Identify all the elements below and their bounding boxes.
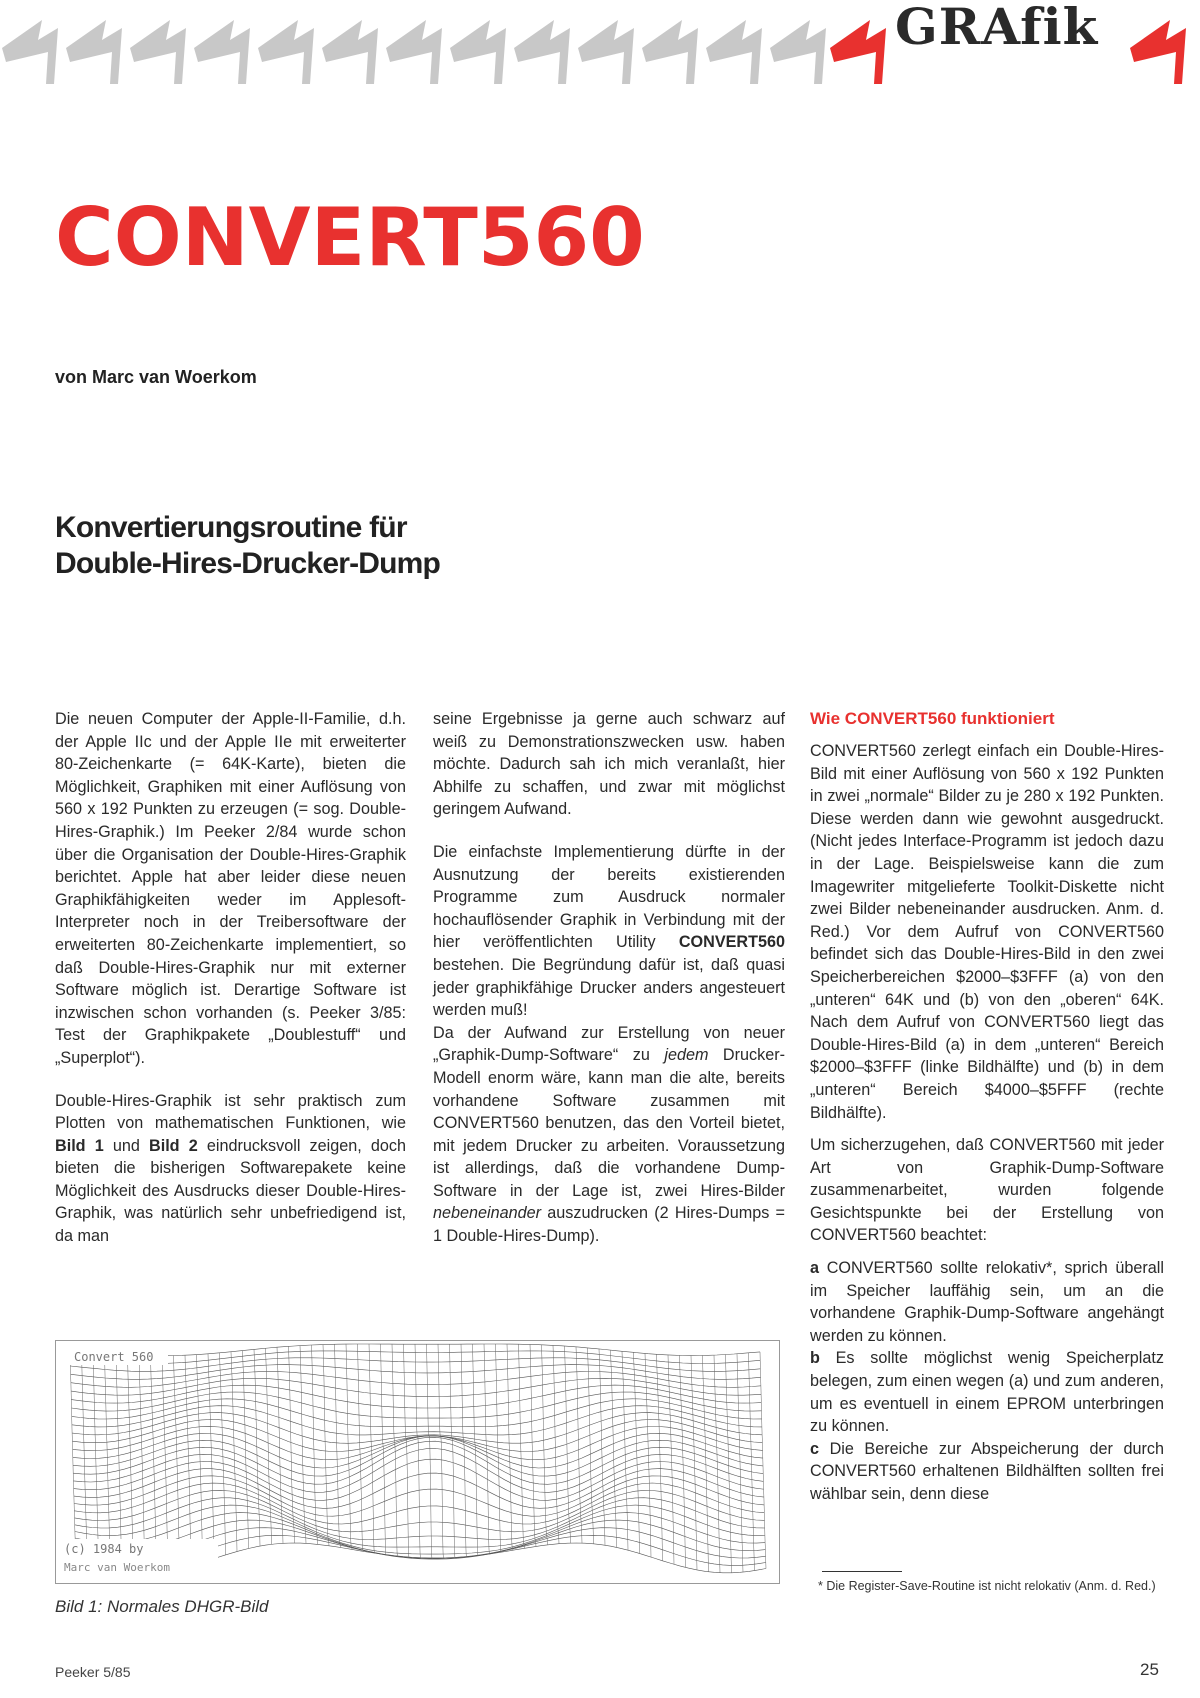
- banner-arrow-icon: [770, 20, 826, 84]
- banner-arrow-icon: [578, 20, 634, 84]
- paragraph: seine Ergebnisse ja gerne auch schwarz auf weiß zu Demonstrationszwecken usw. haben möchte. Dadurch sah ich mich veranlaßt, hier Abhilfe zu schaffen, und zwar mit möglichst geringem Aufwand.: [433, 710, 785, 819]
- banner-arrow-icon: [514, 20, 570, 84]
- banner-arrow-icon: [258, 20, 314, 84]
- text-column-3: [810, 708, 1164, 1506]
- figure-label-author: Marc van Woerkom: [64, 1561, 170, 1574]
- paragraph: Double-Hires-Graphik ist sehr praktisch zum Plotten von mathematischen Funktionen, wie Bild 1 und Bild 2 eindrucksvoll zeigen, doch bieten die bisherigen Softwarepakete keine Möglichkeit des Ausdrucks dieser Double-Hires-Graphik, was natürlich sehr unbefriedigend ist, da man: [55, 1091, 406, 1246]
- banner-arrow-icon: [1130, 20, 1186, 84]
- banner-arrow-icon: [2, 20, 58, 84]
- footnote: * Die Register-Save-Routine ist nicht relokativ (Anm. d. Red.): [818, 1579, 1156, 1593]
- list-item: a CONVERT560 sollte relokativ*, sprich überall im Speicher lauffähig sein, um an die vorhandene Graphik-Dump-Software angehängt werden zu können.: [810, 1259, 1164, 1345]
- article-subtitle: [55, 510, 440, 582]
- text-column-1: [55, 708, 406, 1268]
- banner-arrow-icon: [450, 20, 506, 84]
- paragraph: Um sicherzugehen, daß CONVERT560 mit jeder Art von Graphik-Dump-Software zusammenarbeitet, wurden folgende Gesichtspunkte bei der Erstellung von CONVERT560 beachtet:: [810, 1136, 1164, 1245]
- list-item: b Es sollte möglichst wenig Speicherplatz belegen, zum einen wegen (a) und zum anderen, um es eventuell in einem EPROM unterbringen zu können.: [810, 1349, 1164, 1436]
- wireframe-mesh: [70, 1344, 766, 1573]
- banner-arrow-icon: [642, 20, 698, 84]
- subtitle-line-2: Double-Hires-Drucker-Dump: [55, 547, 441, 580]
- section-logo: GRAfik: [895, 0, 1099, 56]
- text-column-2: [433, 708, 785, 1268]
- section-heading: Wie CONVERT560 funktioniert: [810, 709, 1055, 728]
- figure-label-copyright: (c) 1984 by: [64, 1542, 144, 1556]
- paragraph: Die neuen Computer der Apple-II-Familie, d.h. der Apple IIc und der Apple IIe mit erweiterter 80-Zeichenkarte (= 64K-Karte), bieten die Möglichkeit, Graphiken mit einer Auflösung von 560 x 192 Punkten zu erzeugen (= sog. Double-Hires-Graphik.) Im Peeker 2/84 wurde schon über die Organisation der Double-Hires-Graphik berichtet. Apple hat aber leider diese neuen Graphikfähigkeiten weder im Applesoft-Interpreter noch in der Treibersoftware der erweiterten 80-Zeichenkarte implementiert, so daß Double-Hires-Graphik nur mit externer Software möglich ist. Derartige Software ist inzwischen schon vorhanden (s. Peeker 3/85: Test der Graphikpakete „Doublestuff“ und „Superplot“).: [55, 710, 406, 1067]
- issue-label: Peeker 5/85: [55, 1664, 131, 1680]
- figure-caption: Bild 1: Normales DHGR-Bild: [55, 1597, 269, 1616]
- subtitle-line-1: Konvertierungsroutine für: [55, 511, 407, 544]
- paragraph: CONVERT560 zerlegt einfach ein Double-Hires-Bild mit einer Auflösung von 560 x 192 Punkten in zwei „normale“ Bilder zu je 280 x 192 Punkten. Diese werden dann wie gewohnt ausgedruckt. (Nicht jedes Interface-Programm ist jedoch dazu in der Lage. Beispielsweise kann die zum Imagewriter mitgelieferte Toolkit-Diskette nicht zwei Bilder nebeneinander ausdrucken. Anm. d. Red.) Vor dem Aufruf von CONVERT560 befindet sich das Double-Hires-Bild in den zwei Speicherbereichen $2000–$3FFF (a) von den „unteren“ 64K und (b) von den „oberen“ 64K. Nach dem Aufruf von CONVERT560 liegt das Double-Hires-Bild (a) in dem „unteren“ Bereich $2000–$3FFF (linke Bildhälfte) und (b) in dem „unteren“ Bereich $4000–$5FFF (rechte Bildhälfte).: [810, 742, 1164, 1122]
- banner-arrow-icon: [322, 20, 378, 84]
- page-number: 25: [1140, 1660, 1159, 1679]
- figure-dhgr-image: [55, 1340, 780, 1584]
- paragraph: Die einfachste Implementierung dürfte in der Ausnutzung der bereits existierenden Programme zum Ausdruck normaler hochauflösender Graphik in Verbindung mit der hier veröffentlichten Utility CONVERT560 bestehen. Die Begründung dafür ist, daß quasi jeder graphikfähige Drucker anders angesteuert werden muß!: [433, 842, 785, 1020]
- wireframe-plot: [56, 1341, 779, 1583]
- figure-label-top: Convert 560: [74, 1350, 154, 1364]
- footnote-rule: [822, 1571, 902, 1572]
- banner-arrow-icon: [706, 20, 762, 84]
- banner-arrow-icon: [66, 20, 122, 84]
- article-title: CONVERT560: [55, 191, 645, 284]
- banner-arrow-icon: [386, 20, 442, 84]
- banner-arrow-icon: [194, 20, 250, 84]
- list-item: c Die Bereiche zur Abspeicherung der durch CONVERT560 erhaltenen Bildhälften sollten frei wählbar sein, denn diese: [810, 1439, 1164, 1503]
- banner-arrow-icon: [830, 20, 886, 84]
- paragraph: Da der Aufwand zur Erstellung von neuer „Graphik-Dump-Software“ zu jedem Drucker-Modell enorm wäre, kann man die alte, bereits vorhandene Software zusammen mit CONVERT560 benutzen, das den Vorteil bietet, mit jedem Drucker zu arbeiten. Voraussetzung ist allerdings, daß die vorhandene Dump-Software in der Lage ist, zwei Hires-Bilder nebeneinander auszudrucken (2 Hires-Dumps = 1 Double-Hires-Dump).: [433, 1023, 785, 1246]
- article-author: von Marc van Woerkom: [55, 367, 257, 387]
- banner-arrow-icon: [130, 20, 186, 84]
- header-banner: [0, 0, 1200, 90]
